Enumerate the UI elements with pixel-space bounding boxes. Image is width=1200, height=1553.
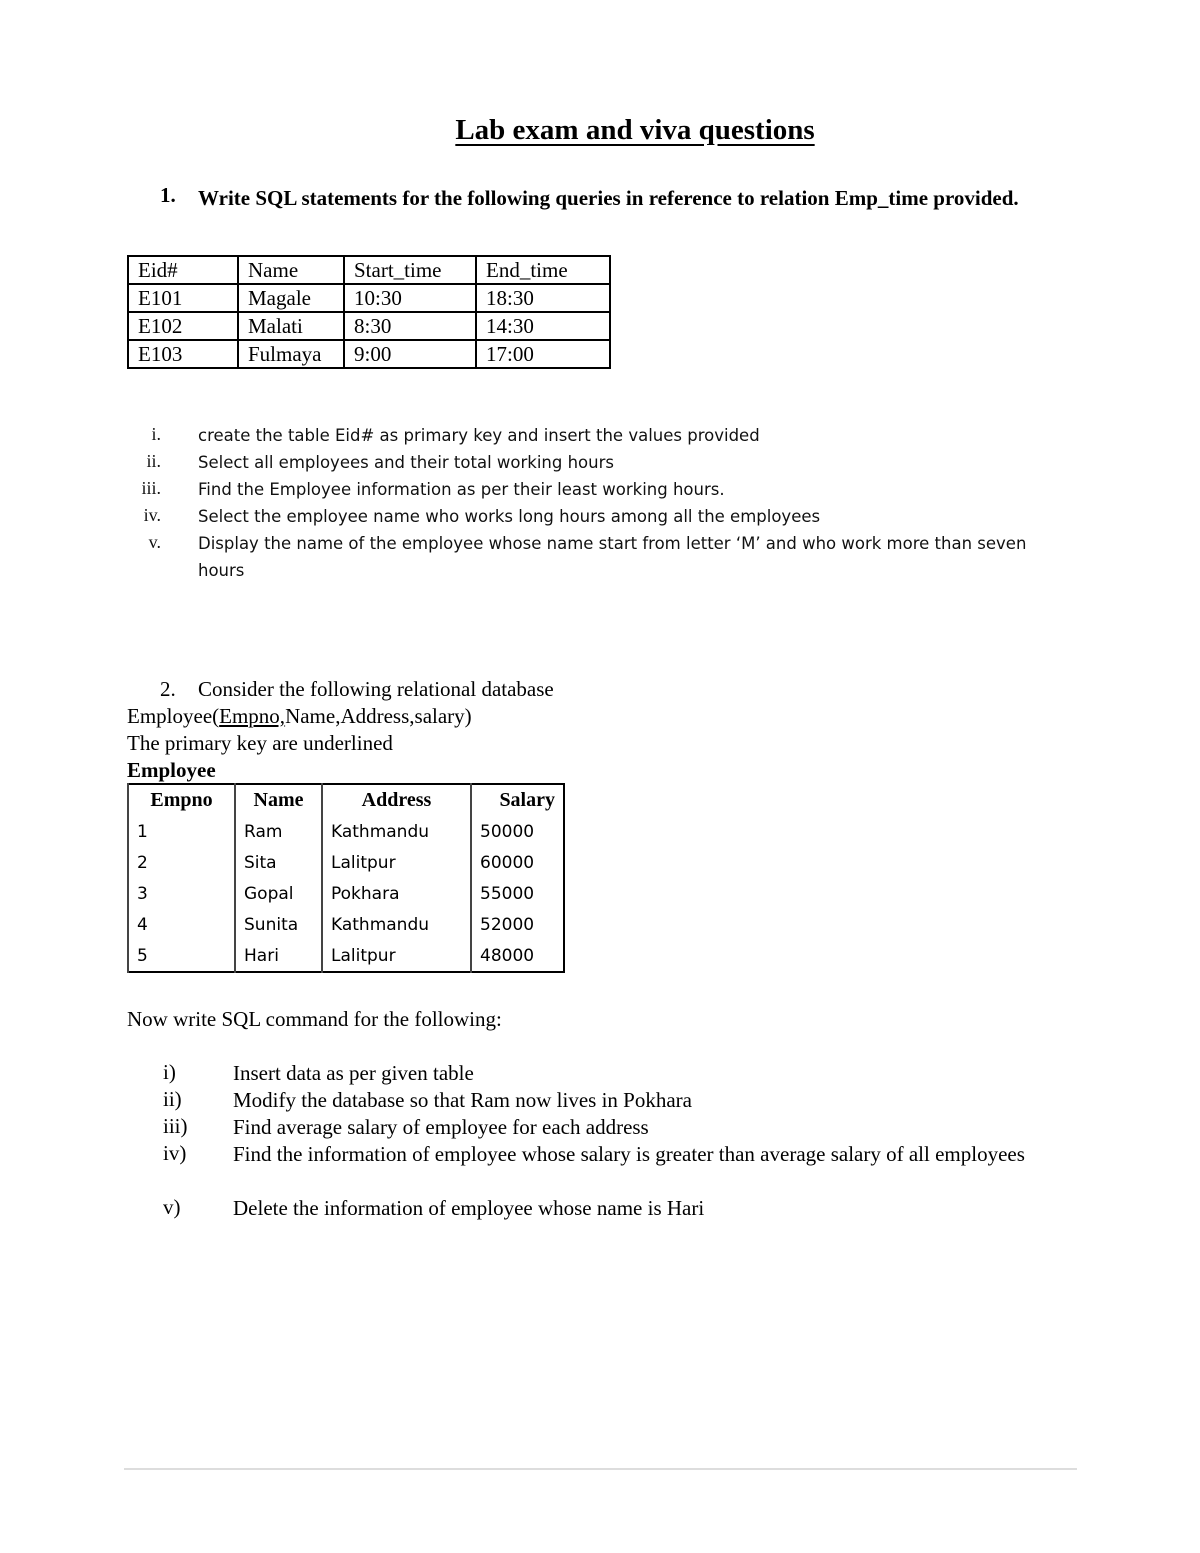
table-cell: Sita <box>235 847 322 878</box>
list-item-text: Modify the database so that Ram now lives in Pokhara <box>233 1088 692 1112</box>
list-item-text: Display the name of the employee whose name start from letter ‘M’ and who work more than seven hours <box>198 534 1027 580</box>
schema-definition <box>127 704 472 729</box>
sql-instruction: Now write SQL command for the following: <box>127 1007 502 1031</box>
table-cell: Malati <box>238 312 344 340</box>
table-cell: 17:00 <box>476 340 610 368</box>
header-cell: Empno <box>128 784 235 816</box>
table-cell: Ram <box>235 816 322 847</box>
list-item-number: iii. <box>141 478 161 498</box>
list-item-text: Find average salary of employee for each address <box>233 1115 649 1139</box>
table-row <box>128 284 610 312</box>
header-cell: Eid# <box>128 256 238 284</box>
table-cell: Sunita <box>235 909 322 940</box>
header-cell: Name <box>235 784 322 816</box>
table-row <box>128 878 564 909</box>
table-cell: 48000 <box>471 940 564 972</box>
table-cell: 52000 <box>471 909 564 940</box>
table-caption: Employee <box>127 758 216 782</box>
table-cell: Gopal <box>235 878 322 909</box>
list-item-text: Select all employees and their total working hours <box>198 453 614 472</box>
list-item-text: Insert data as per given table <box>233 1061 474 1085</box>
header-cell: Salary <box>471 784 564 816</box>
table-row <box>128 847 564 878</box>
header-cell: Start_time <box>344 256 476 284</box>
list-item-number: i) <box>163 1060 176 1084</box>
list-item-text: Select the employee name who works long hours among all the employees <box>198 507 821 526</box>
table-header-row <box>128 256 610 284</box>
table-cell: Hari <box>235 940 322 972</box>
table-cell: E101 <box>128 284 238 312</box>
table-cell: Kathmandu <box>322 816 471 847</box>
table-cell: 14:30 <box>476 312 610 340</box>
table-row <box>128 940 564 972</box>
table-cell: 60000 <box>471 847 564 878</box>
list-item-number: v. <box>148 532 161 552</box>
header-cell: End_time <box>476 256 610 284</box>
table-cell: Pokhara <box>322 878 471 909</box>
table-cell: 5 <box>128 940 235 972</box>
table-cell: 18:30 <box>476 284 610 312</box>
list-item-text: create the table Eid# as primary key and insert the values provided <box>198 426 760 445</box>
list-item-text: Delete the information of employee whose name is Hari <box>233 1196 705 1220</box>
header-cell: Address <box>322 784 471 816</box>
table-cell: 4 <box>128 909 235 940</box>
list-item-number: i. <box>151 424 161 444</box>
table-cell: Lalitpur <box>322 847 471 878</box>
table-cell: 3 <box>128 878 235 909</box>
schema-rest: Name,Address,salary) <box>285 704 472 728</box>
table-cell: E103 <box>128 340 238 368</box>
table-cell: Lalitpur <box>322 940 471 972</box>
list-item-number: ii) <box>163 1087 182 1111</box>
schema-prefix: Employee( <box>127 704 220 728</box>
table-cell: 9:00 <box>344 340 476 368</box>
page-title: Lab exam and viva questions <box>455 114 815 146</box>
employee-table <box>127 783 565 973</box>
schema-primary-key: Empno, <box>219 704 286 728</box>
table-cell: Fulmaya <box>238 340 344 368</box>
question-2-intro: Consider the following relational database <box>198 677 554 701</box>
page-divider <box>124 1468 1077 1470</box>
list-item-text: Find the Employee information as per their least working hours. <box>198 480 725 499</box>
table-cell: 8:30 <box>344 312 476 340</box>
table-cell: 1 <box>128 816 235 847</box>
list-item-number: iv. <box>143 505 161 525</box>
table-row <box>128 312 610 340</box>
table-cell: 55000 <box>471 878 564 909</box>
question-2-number: 2. <box>160 677 176 701</box>
table-row <box>128 816 564 847</box>
question-1-text: Write SQL statements for the following queries in reference to relation Emp_time provided. <box>198 186 1019 210</box>
list-item-number: iv) <box>163 1141 187 1165</box>
list-item-number: ii. <box>146 451 161 471</box>
question-1-number: 1. <box>160 183 176 207</box>
table-cell: Kathmandu <box>322 909 471 940</box>
list-item-text: Find the information of employee whose salary is greater than average salary of all employees <box>233 1142 1025 1166</box>
table-header-row <box>128 784 564 816</box>
list-item-number: v) <box>163 1195 181 1219</box>
table-row <box>128 340 610 368</box>
table-cell: E102 <box>128 312 238 340</box>
table-cell: 2 <box>128 847 235 878</box>
table-row <box>128 909 564 940</box>
table-cell: 50000 <box>471 816 564 847</box>
primary-key-note: The primary key are underlined <box>127 731 393 755</box>
table-cell: Magale <box>238 284 344 312</box>
table-cell: 10:30 <box>344 284 476 312</box>
header-cell: Name <box>238 256 344 284</box>
emp-time-table <box>127 255 611 369</box>
list-item-number: iii) <box>163 1114 188 1138</box>
